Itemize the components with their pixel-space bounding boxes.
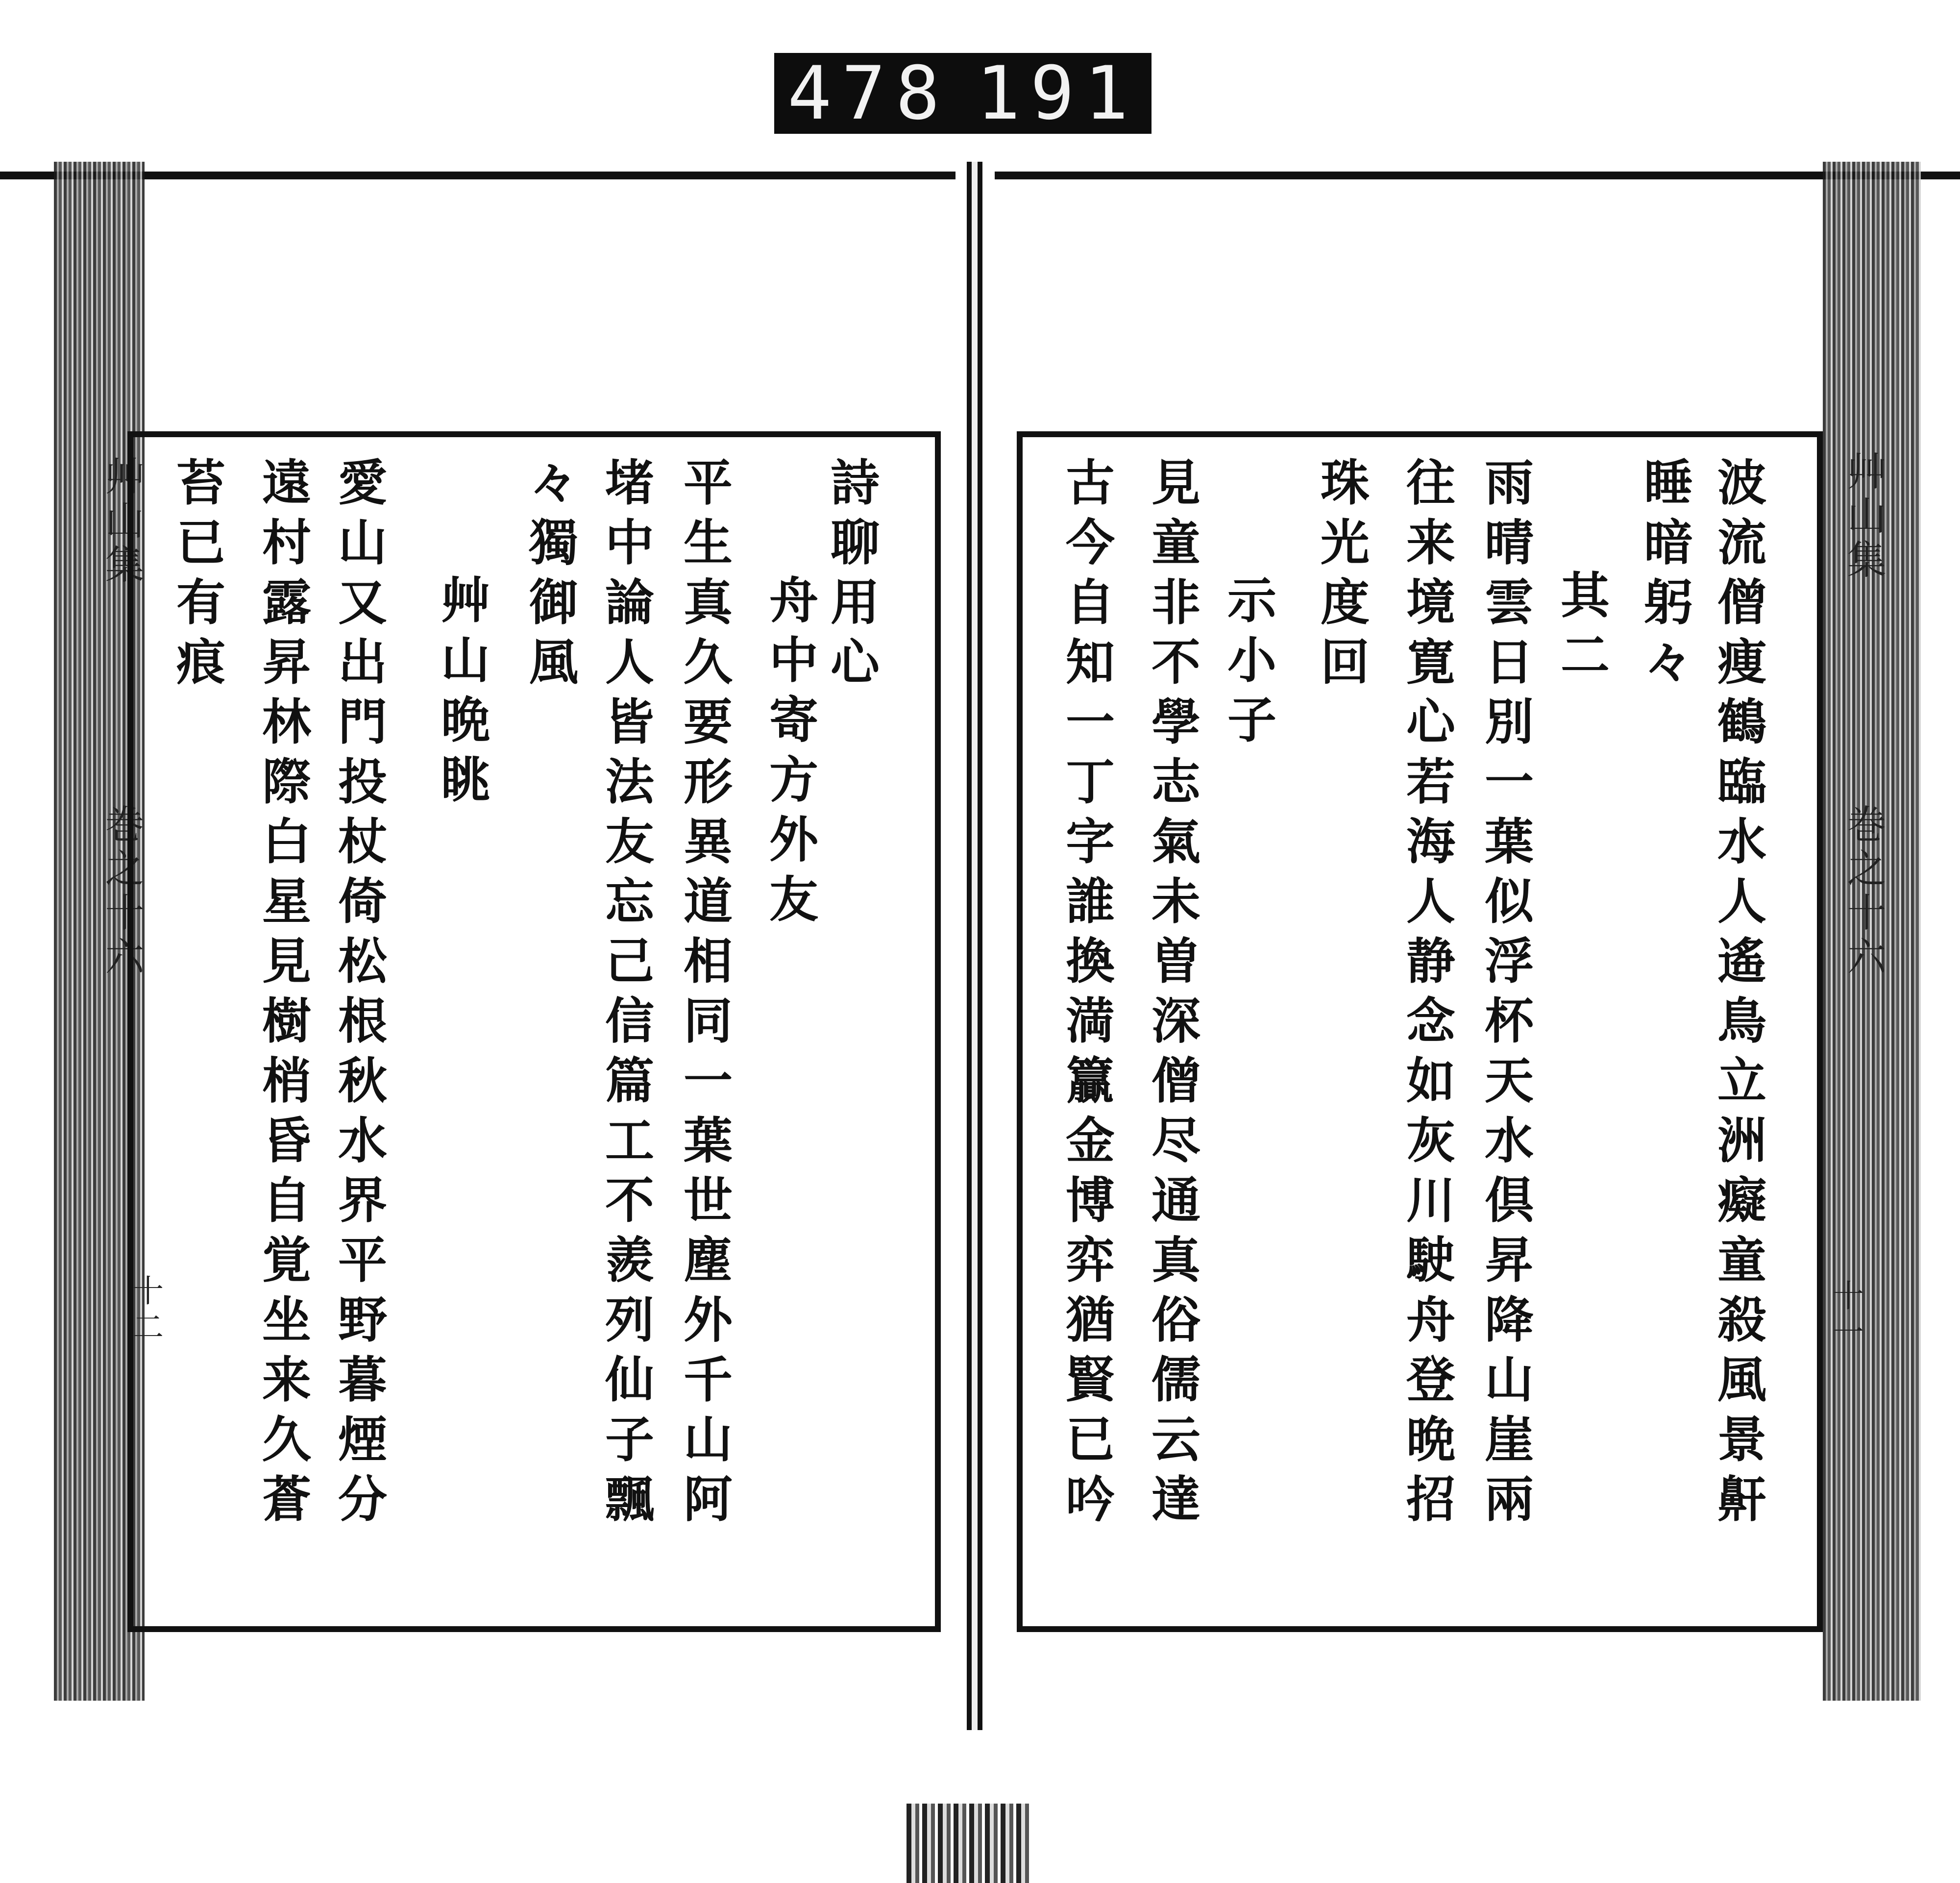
spine-bottom bbox=[906, 1804, 1029, 1883]
frame-number-label bbox=[774, 50, 1152, 136]
left-margin-volume: 巻之十六 bbox=[98, 804, 144, 980]
right-column-8: 見童非不學志氣未曽深僧尽通真俗儒云達 bbox=[1143, 457, 1201, 1533]
left-column-2: 舟中寄方外友 bbox=[761, 574, 819, 933]
right-column-5: 往来境寛心若海人静念如灰川駛舟登晩招 bbox=[1398, 457, 1456, 1533]
right-column-4: 雨晴雲日別一葉似浮杯天水倶昇降山崖兩 bbox=[1476, 457, 1534, 1533]
right-column-6: 珠光度回 bbox=[1312, 457, 1370, 696]
left-column-3: 平生真久要形異道相同一葉世塵外千山阿 bbox=[675, 457, 733, 1533]
left-column-1: 詩聊用心 bbox=[822, 457, 880, 696]
reel-number: 478 bbox=[787, 50, 950, 136]
left-column-9: 苔已有痕 bbox=[168, 457, 226, 696]
left-margin-leaf: 十二 bbox=[127, 1274, 163, 1347]
right-margin-volume: 巻之十六 bbox=[1840, 804, 1886, 980]
left-column-6: 艸山晩眺 bbox=[433, 574, 490, 814]
right-top-edge-line bbox=[995, 172, 1960, 179]
book-spine bbox=[963, 162, 991, 1730]
left-column-4: 堵中論人皆法友忘己信篇工不羨列仙子飄 bbox=[597, 457, 655, 1533]
right-margin-title: 艸山集 bbox=[1840, 451, 1886, 583]
frame-number: 191 bbox=[976, 50, 1138, 136]
right-column-3: 其二 bbox=[1552, 570, 1610, 689]
left-column-5: 々獨御風 bbox=[521, 457, 579, 696]
right-page-frame bbox=[1017, 431, 1823, 1632]
right-column-2: 睡暗躬々 bbox=[1636, 457, 1693, 696]
right-column-7: 示小子 bbox=[1219, 574, 1277, 754]
right-column-9: 古今自知一丁字誰換満籯金博弈猶賢已吟 bbox=[1057, 457, 1115, 1533]
right-column-1: 波流僧痩鶴臨水人遙鳥立洲癡童殺風景鼾 bbox=[1709, 457, 1767, 1533]
right-margin-leaf: 十一 bbox=[1827, 1279, 1863, 1352]
left-margin-title: 艸山集 bbox=[98, 456, 144, 588]
left-column-8: 遠村露昇林際白星見樹梢昏自覚坐来久蒼 bbox=[254, 457, 312, 1533]
left-page-frame bbox=[127, 431, 941, 1632]
left-column-7: 愛山又出門投杖倚松根秋水界平野暮煙分 bbox=[330, 457, 388, 1533]
